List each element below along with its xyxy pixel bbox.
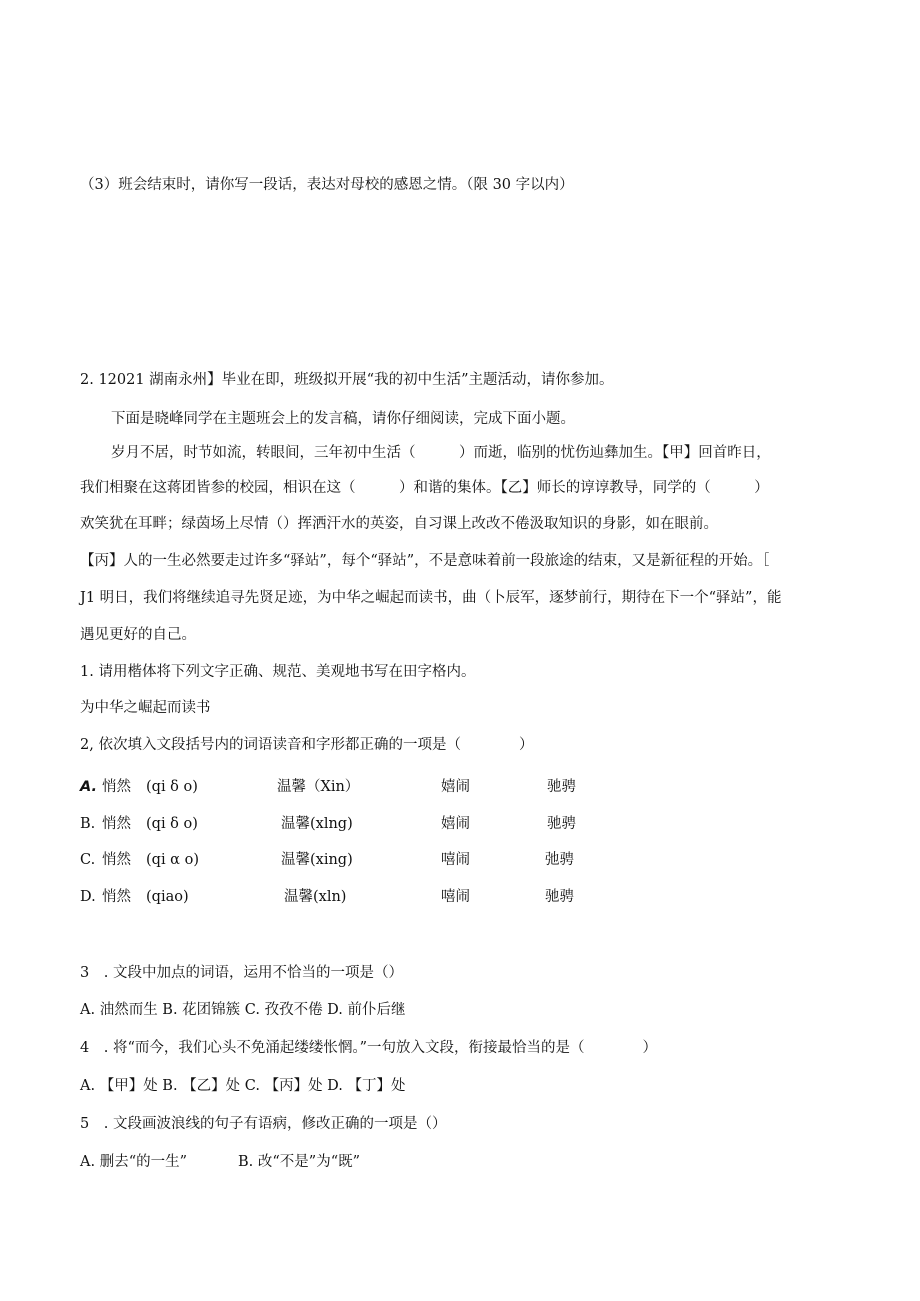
passage-line: J1 明日，我们将继续追寻先贤足迹，为中华之崛起而读书，曲（卜辰军，逐梦前行，期待在下一个“驿站”，能 (80, 590, 782, 606)
option-word: 悄然 (102, 889, 131, 905)
passage-line: 遇见更好的自己。 (80, 627, 196, 643)
option-word: 驰骋 (545, 889, 574, 905)
sub4-prompt: 4 . 将“而今，我们心头不免涌起缕缕怅惘。”一句放入文段，衔接最恰当的是（ ） (80, 1040, 658, 1056)
sub3-options: A. 油然而生 B. 花团锦簇 C. 孜孜不倦 D. 前仆后继 (80, 1002, 406, 1018)
sub5-option-a: A. 删去“的一生” (80, 1154, 188, 1170)
option-word: 嘻闹 (441, 852, 470, 868)
option-label: C. (80, 852, 96, 868)
option-word: 温馨(xln) (284, 889, 347, 905)
option-word: 嬉闹 (441, 816, 470, 832)
sub4-options: A. 【甲】处 B. 【乙】处 C. 【丙】处 D. 【丁】处 (80, 1078, 406, 1094)
option-word: 弛骋 (545, 852, 574, 868)
option-word: 驰骋 (547, 816, 576, 832)
sub1-text: 为中华之崛起而读书 (80, 700, 211, 716)
option-word: 嘻闹 (441, 889, 470, 905)
q2-header: 2. 12021 湖南永州】毕业在即，班级拟开展“我的初中生活”主题活动，请你参加。 (80, 372, 614, 388)
option-pinyin: (qiao) (146, 889, 189, 905)
sub2-prompt: 2, 依次填入文段括号内的词语读音和字形都正确的一项是（ ） (80, 737, 534, 753)
option-word: 温馨（Xin） (277, 779, 360, 795)
option-word: 悄然 (102, 852, 131, 868)
option-label: D. (80, 889, 96, 905)
passage-line: 欢笑犹在耳畔；绿茵场上尽情（）挥洒汗水的英姿，自习课上改改不倦汲取知识的身影，如在眼前。 (80, 516, 718, 532)
passage-line: 我们相聚在这蒋团皆参的校园，相识在这（ ）和谐的集体。【乙】师长的谆谆教导，同学的（ ） (80, 480, 769, 496)
option-word: 温馨(xing) (281, 852, 353, 868)
sub5-prompt: 5 . 文段画波浪线的句子有语病，修改正确的一项是（） (80, 1116, 447, 1132)
passage-line: 岁月不居，时节如流，转眼间，三年初中生活（ ）而逝，临别的忧伤辿彝加生。【甲】回首昨日， (111, 445, 771, 461)
sub5-option-b: B. 改“不是”为“既” (238, 1154, 361, 1170)
q3-prompt: （3）班会结束时，请你写一段话，表达对母校的感恩之情。（限 30 字以内） (80, 177, 574, 193)
option-word: 悄然 (102, 779, 131, 795)
intro-text: 下面是晓峰同学在主题班会上的发言稿，请你仔细阅读，完成下面小题。 (111, 411, 575, 427)
passage-line: 【丙】人的一生必然要走过许多“驿站”，每个“驿站”，不是意味着前一段旅途的结束，又是新征程的开始。［ (80, 553, 770, 569)
option-word: 驰骋 (547, 779, 576, 795)
sub3-prompt: 3 . 文段中加点的词语，运用不恰当的一项是（） (80, 965, 403, 981)
option-label: B. (80, 816, 96, 832)
option-word: 嬉闹 (441, 779, 470, 795)
option-word: 温馨(xlng) (281, 816, 353, 832)
option-pinyin: (qi δ o) (146, 816, 198, 832)
option-pinyin: (qi δ o) (146, 779, 198, 795)
option-pinyin: (qi α o) (146, 852, 199, 868)
option-label: A. (80, 779, 97, 795)
sub1-prompt: 1. 请用楷体将下列文字正确、规范、美观地书写在田字格内。 (80, 664, 476, 680)
option-word: 悄然 (102, 816, 131, 832)
